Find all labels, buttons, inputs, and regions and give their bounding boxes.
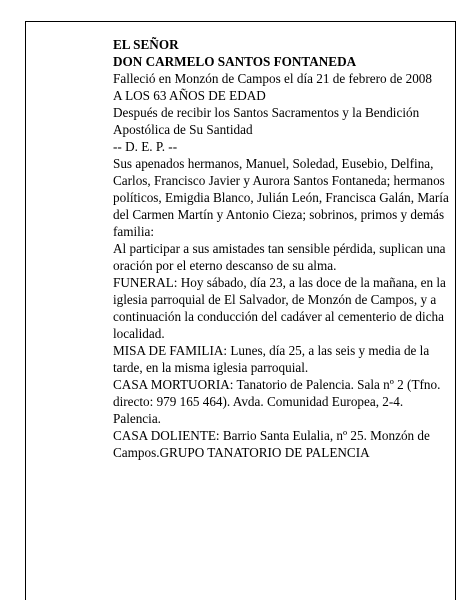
dep-line: -- D. E. P. -- — [113, 139, 178, 154]
sacraments-text: Después de recibir los Santos Sacramentos y la Bendición Apostólica de Su Santidad — [113, 105, 420, 137]
death-info: Falleció en Monzón de Campos el día 21 de febrero de 2008 — [113, 71, 432, 86]
obituary-notice — [113, 36, 451, 461]
funeral-text: FUNERAL: Hoy sábado, día 23, a las doce de la mañana, en la iglesia parroquial de El Salvador, de Monzón de Campos, y a continuación la conducción del cadáver al cementerio de dicha localidad. — [113, 275, 446, 341]
border-left — [25, 21, 26, 600]
family-mass-text: MISA DE FAMILIA: Lunes, día 25, a las seis y media de la tarde, en la misma iglesia parroquial. — [113, 343, 430, 375]
border-top — [25, 21, 456, 22]
age-line: A LOS 63 AÑOS DE EDAD — [113, 88, 266, 103]
request-text: Al participar a sus amistades tan sensible pérdida, suplican una oración por el eterno descanso de su alma. — [113, 241, 446, 273]
deceased-name: DON CARMELO SANTOS FONTANEDA — [113, 54, 357, 69]
mourning-house-text: CASA DOLIENTE: Barrio Santa Eulalia, nº 25. Monzón de Campos.GRUPO TANATORIO DE PALENCIA — [113, 428, 430, 460]
border-right — [455, 21, 456, 600]
family-text: Sus apenados hermanos, Manuel, Soledad, Eusebio, Delfina, Carlos, Francisco Javier y Aurora Santos Fontaneda; hermanos políticos, Emigdia Blanco, Julián León, Francisca Galán, María del Carmen Martín y Antonio Cieza; sobrinos, primos y demás familia: — [113, 156, 449, 239]
funeral-home-text: CASA MORTUORIA: Tanatorio de Palencia. Sala nº 2 (Tfno. directo: 979 165 464). Avda. Comunidad Europea, 2-4. Palencia. — [113, 377, 441, 426]
title-line-1: EL SEÑOR — [113, 37, 179, 52]
